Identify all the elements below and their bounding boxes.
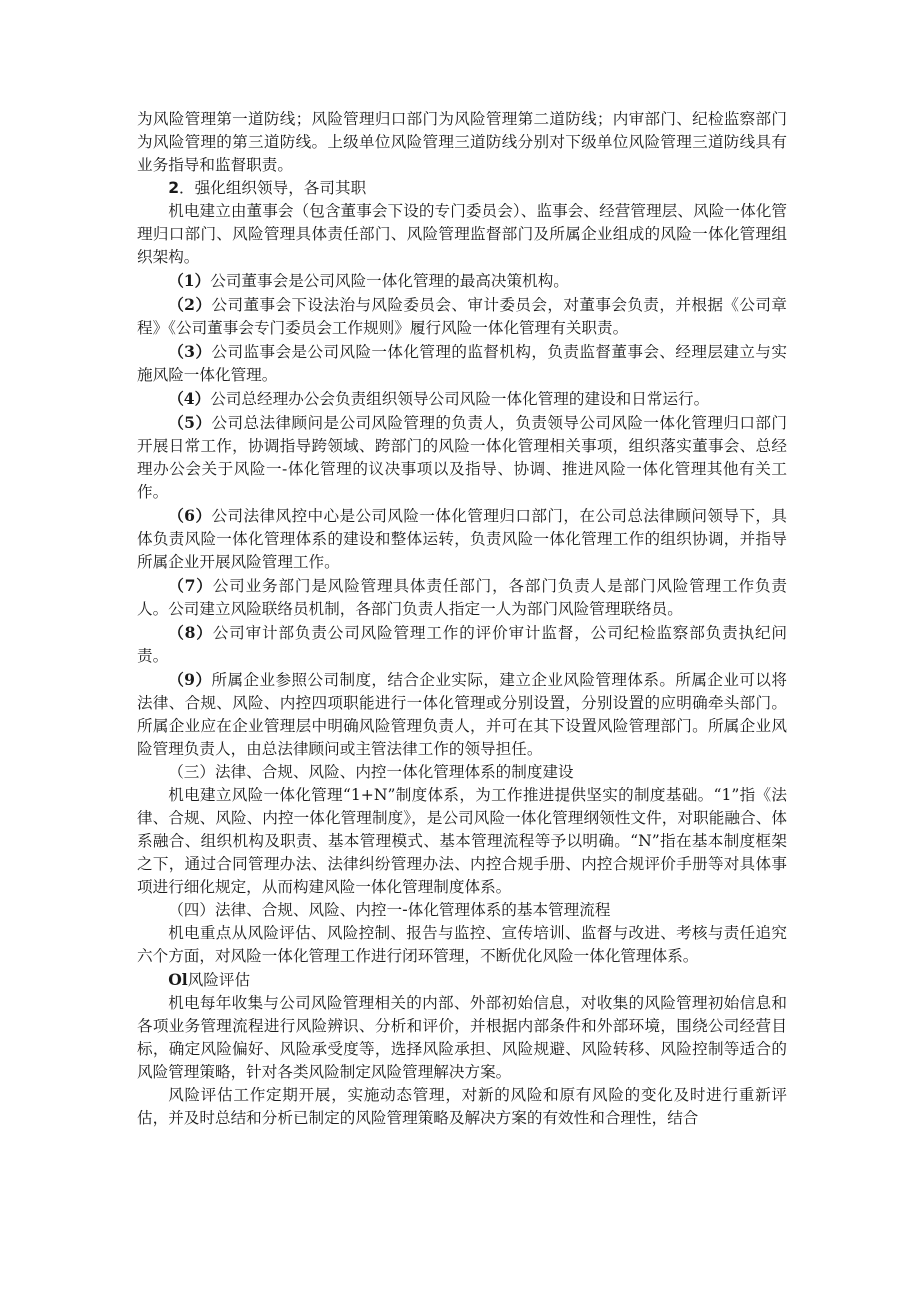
item-text: 公司审计部负责公司风险管理工作的评价审计监督，公司纪检监察部负责执纪问责。 bbox=[137, 624, 787, 665]
heading-text: 风险评估 bbox=[187, 971, 251, 989]
section-heading-organization bbox=[137, 177, 787, 200]
list-item bbox=[137, 504, 787, 574]
subsection-heading-risk-assessment bbox=[137, 968, 787, 992]
item-number: （2） bbox=[168, 295, 212, 314]
item-number: （7） bbox=[168, 576, 213, 595]
paragraph-defense-lines: 为风险管理第一道防线；风险管理归口部门为风险管理第二道防线；内审部门、纪检监察部门为风险管理的第三道防线。上级单位风险管理三道防线分别对下级单位风险管理三道防线具有业务指导和监督职责。 bbox=[137, 110, 787, 174]
item-text: 公司业务部门是风险管理具体责任部门，各部门负责人是部门风险管理工作负责人。公司建立风险联络员机制，各部门负责人指定一人为部门风险管理联络员。 bbox=[137, 577, 787, 618]
item-number: （1） bbox=[168, 271, 211, 290]
paragraph-organization-structure: 机电建立由董事会（包含董事会下设的专门委员会）、监事会、经营管理层、风险一体化管理归口部门、风险管理具体责任部门、风险管理监督部门及所属企业组成的风险一体化管理组织架构。 bbox=[137, 202, 787, 266]
section-heading-3: （三）法律、合规、风险、内控一体化管理体系的制度建设 bbox=[168, 763, 574, 781]
list-item bbox=[137, 387, 787, 411]
section-heading-4: （四）法律、合规、风险、内控一-体化管理体系的基本管理流程 bbox=[168, 901, 611, 919]
item-text: 公司总法律顾问是公司风险管理的负责人，负责领导公司风险一体化管理归口部门开展日常工作，协调指导跨领域、跨部门的风险一体化管理相关事项，组织落实董事会、总经理办公会关于风险一-体化管理的议决事项以及指导、协调、推进风险一体化管理其他有关工作。 bbox=[137, 414, 787, 501]
heading-text: ．强化组织领导，各司其职 bbox=[179, 179, 367, 197]
item-text: 公司董事会下设法治与风险委员会、审计委员会，对董事会负责，并根据《公司章程》《公司董事会专门委员会工作规则》履行风险一体化管理有关职责。 bbox=[137, 296, 787, 337]
item-number: （5） bbox=[168, 413, 212, 432]
item-number: （6） bbox=[168, 506, 212, 525]
item-number: （4） bbox=[168, 389, 211, 408]
list-item bbox=[137, 621, 787, 668]
list-item bbox=[137, 340, 787, 387]
item-text: 公司董事会是公司风险一体化管理的最高决策机构。 bbox=[210, 272, 569, 290]
paragraph-risk-info-collection: 机电每年收集与公司风险管理相关的内部、外部初始信息，对收集的风险管理初始信息和各项业务管理流程进行风险辨识、分析和评价，并根据内部条件和外部环境，围绕公司经营目标，确定风险偏好、风险承受度等，选择风险承担、风险规避、风险转移、风险控制等适合的风险管理策略，针对各类风险制定风险管理解决方案。 bbox=[137, 994, 787, 1081]
list-item bbox=[137, 269, 787, 293]
list-item bbox=[137, 574, 787, 621]
paragraph-1n-system: 机电建立风险一体化管理“1+N”制度体系，为工作推进提供坚实的制度基础。“1”指《法律、合规、风险、内控一体化管理制度》，是公司风险一体化管理纲领性文件，对职能融合、体系融合、组织机构及职责、基本管理模式、基本管理流程等予以明确。“N”指在基本制度框架之下，通过合同管理办法、法律纠纷管理办法、内控合规手册、内控合规评价手册等对具体事项进行细化规定，从而构建风险一体化管理制度体系。 bbox=[137, 786, 787, 896]
item-text: 公司总经理办公会负责组织领导公司风险一体化管理的建设和日常运行。 bbox=[210, 390, 710, 408]
item-number: （3） bbox=[168, 342, 212, 361]
item-text: 公司法律风控中心是公司风险一体化管理归口部门，在公司总法律顾问领导下，具体负责风险一体化管理体系的建设和整体运转，负责风险一体化管理工作的组织协调，并指导所属企业开展风险管理工作。 bbox=[137, 507, 787, 571]
document-page bbox=[137, 108, 787, 1130]
list-item bbox=[137, 411, 787, 504]
paragraph-periodic-assessment: 风险评估工作定期开展，实施动态管理，对新的风险和原有风险的变化及时进行重新评估，并及时总结和分析已制定的风险管理策略及解决方案的有效性和合理性，结合 bbox=[137, 1086, 787, 1127]
item-text: 公司监事会是公司风险一体化管理的监督机构，负责监督董事会、经理层建立与实施风险一体化管理。 bbox=[137, 343, 787, 384]
item-number: （8） bbox=[168, 623, 213, 642]
heading-number: Ol bbox=[168, 970, 188, 989]
list-item bbox=[137, 293, 787, 340]
list-item bbox=[137, 668, 787, 761]
item-number: （9） bbox=[168, 670, 212, 689]
heading-number: 2 bbox=[168, 179, 180, 197]
item-text: 所属企业参照公司制度，结合企业实际，建立企业风险管理体系。所属企业可以将法律、合规、风险、内控四项职能进行一体化管理或分别设置，分别设置的应明确牵头部门。所属企业应在企业管理层中明确风险管理负责人，并可在其下设置风险管理部门。所属企业风险管理负责人，由总法律顾问或主管法律工作的领导担任。 bbox=[137, 671, 787, 758]
paragraph-process-overview: 机电重点从风险评估、风险控制、报告与监控、宣传培训、监督与改进、考核与责任追究六个方面，对风险一体化管理工作进行闭环管理，不断优化风险一体化管理体系。 bbox=[137, 924, 787, 965]
